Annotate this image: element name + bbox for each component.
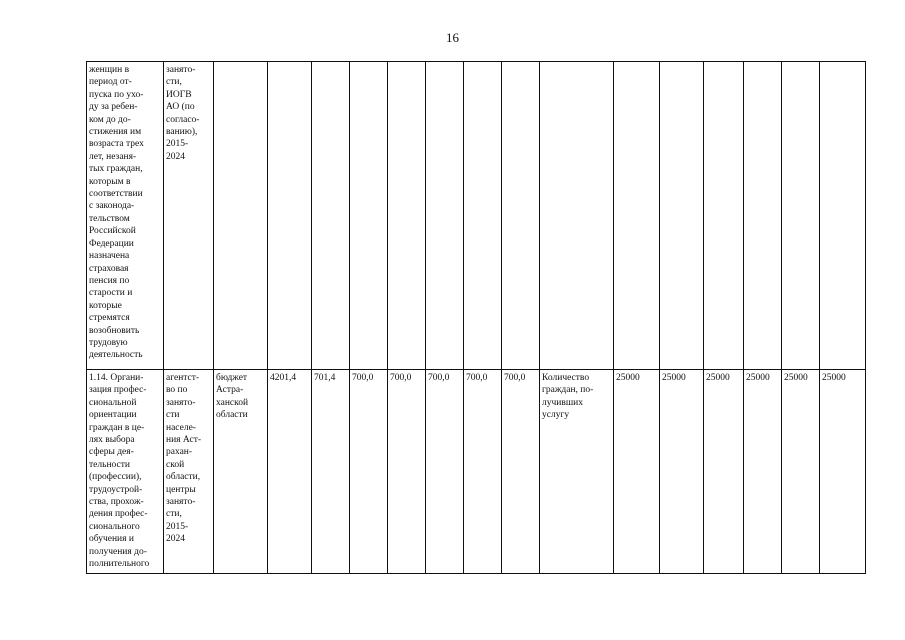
executor-cell: агентст- во по занято- сти населе- ния Аст- рахан- ской области, центры занято- сти, 2015- 2024 [164,370,214,574]
year-amount-cell [388,62,426,370]
year-amount-cell [464,62,502,370]
funding-source-cell: бюджет Астра- ханской области [214,370,268,574]
year-amount-cell: 701,4 [312,370,350,574]
year-amount-cell [312,62,350,370]
target-value-cell: 25000 [820,370,866,574]
year-amount-cell [350,62,388,370]
target-value-cell: 25000 [782,370,820,574]
target-value-cell [744,62,782,370]
target-value-cell [820,62,866,370]
year-amount-cell [426,62,464,370]
year-amount-cell: 700,0 [388,370,426,574]
target-value-cell [660,62,704,370]
total-amount-cell [268,62,312,370]
funding-source-cell [214,62,268,370]
indicator-cell: Количество граждан, по- лучивших услугу [540,370,614,574]
page-number: 16 [446,30,459,45]
target-value-cell: 25000 [704,370,744,574]
year-amount-cell: 700,0 [426,370,464,574]
target-value-cell: 25000 [614,370,660,574]
table-row [87,62,866,370]
target-value-cell: 25000 [744,370,782,574]
target-value-cell: 25000 [660,370,704,574]
year-amount-cell: 700,0 [502,370,540,574]
indicator-cell [540,62,614,370]
year-amount-cell [502,62,540,370]
target-value-cell [782,62,820,370]
table-row [87,370,866,574]
total-amount-cell: 4201,4 [268,370,312,574]
year-amount-cell: 700,0 [464,370,502,574]
executor-cell: занято- сти, ИОГВ АО (по согласо- ванию), 2015- 2024 [164,62,214,370]
target-value-cell [704,62,744,370]
target-value-cell [614,62,660,370]
measures-table [86,61,866,574]
year-amount-cell: 700,0 [350,370,388,574]
measure-name-cell: 1.14. Органи- зация профес- сиональной ориентации граждан в це- лях выбора сферы дея- тельности (профессии), трудоустрой- ства, прохож- дения профес- сионального обучения и получения до- полнительного [87,370,164,574]
measure-name-cell: женщин в период от- пуска по ухо- ду за ребен- ком до до- стижения им возраста трех лет, незаня- тых граждан, которым в соответствии с законода- тельством Российской Федерации назначена страховая пенсия по старости и которые стремятся возобновить трудовую деятельность [87,62,164,370]
